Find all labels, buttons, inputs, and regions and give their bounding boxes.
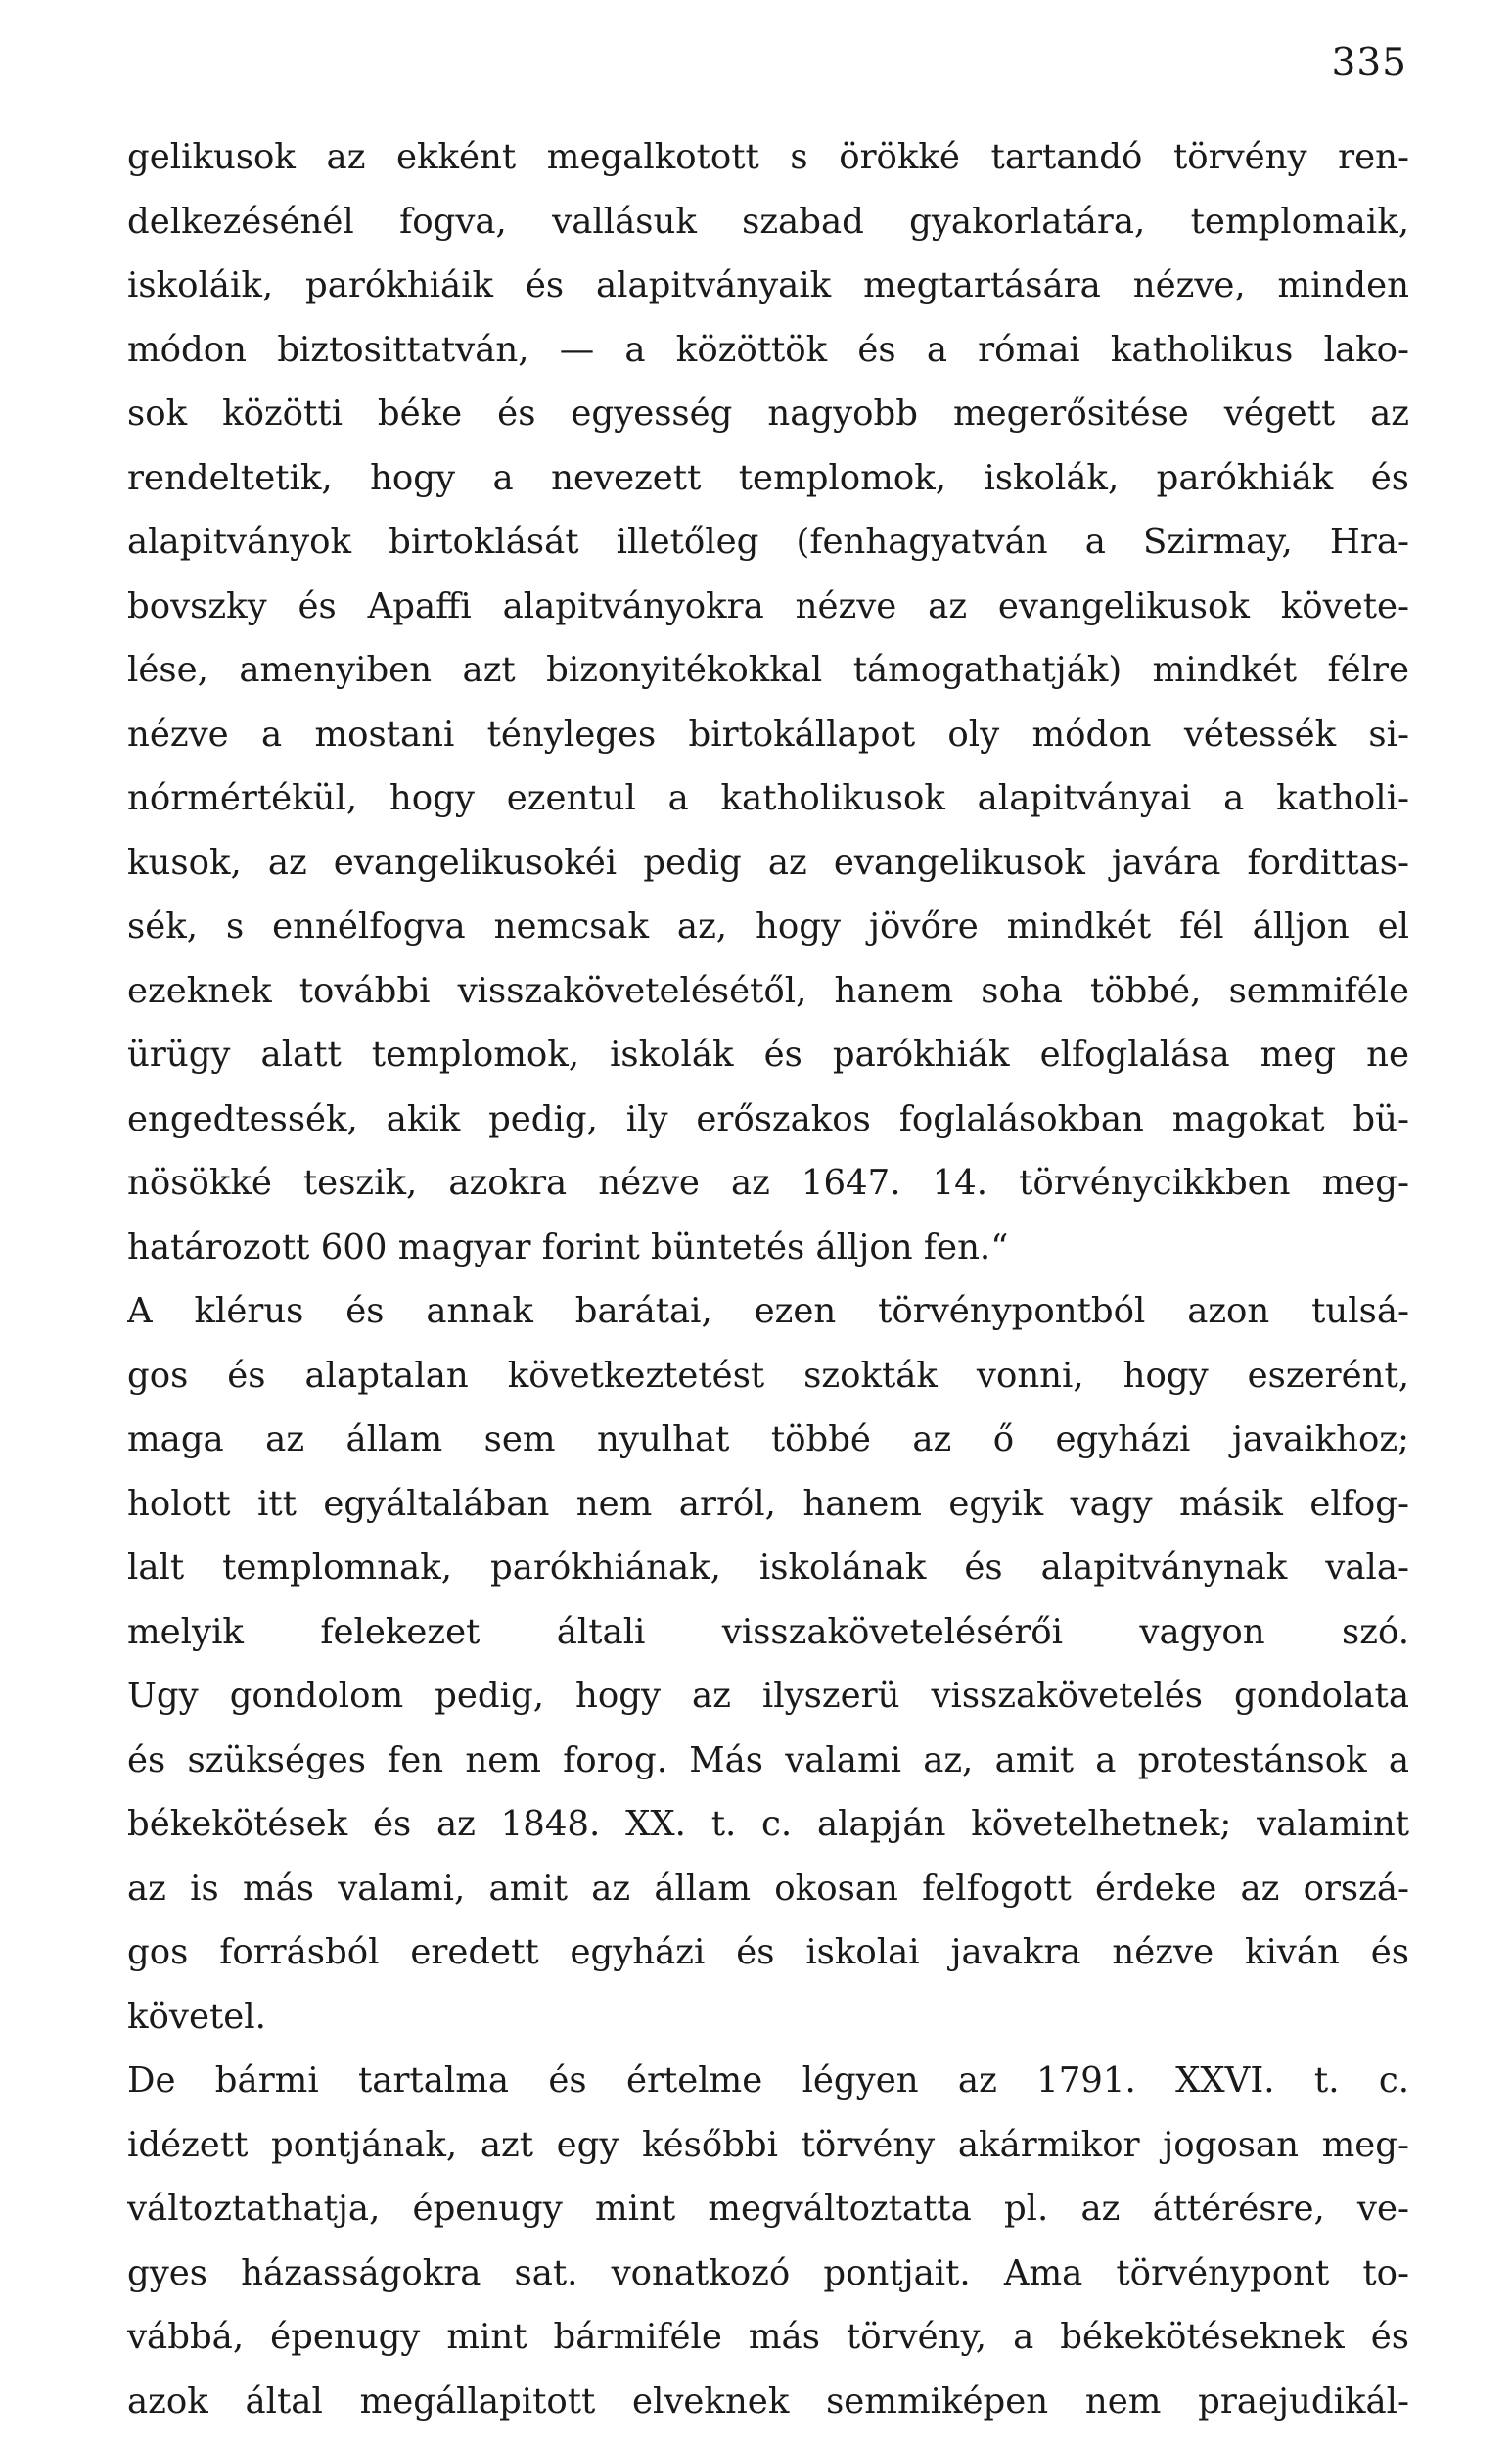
text-line: melyik felekezet általi visszakövetelésérői vagyon szó. (127, 1611, 1409, 1652)
text-line: azok által megállapitott elveknek semmiképen nem praejudikál- (127, 2380, 1409, 2422)
text-line: kusok, az evangelikusokéi pedig az evangelikusok javára fordittas- (127, 842, 1409, 883)
text-line: idézett pontjának, azt egy későbbi törvény akármikor jogosan meg- (127, 2124, 1409, 2165)
text-line: lése, amenyiben azt bizonyitékokkal támogathatják) mindkét félre (127, 650, 1409, 690)
text-line-paragraph-start: A klérus és annak barátai, ezen törvénypontból azon tulsá- (127, 1291, 1409, 1331)
text-line: delkezésénél fogva, vallásuk szabad gyakorlatára, templomaik, (127, 201, 1409, 242)
text-line-paragraph-end: határozott 600 magyar forint büntetés álljon fen.“ (127, 1226, 1009, 1268)
text-line: sok közötti béke és egyesség nagyobb megerősitése végett az (127, 393, 1409, 434)
text-line: bovszky és Apaffi alapitványokra nézve az evangelikusok követe- (127, 585, 1409, 626)
text-line: rendeltetik, hogy a nevezett templomok, iskolák, parókhiák és (127, 457, 1409, 498)
body-text (127, 125, 1409, 2433)
text-line: nösökké teszik, azokra nézve az 1647. 14. törvénycikkben meg- (127, 1163, 1409, 1203)
text-line: engedtessék, akik pedig, ily erőszakos foglalásokban magokat bü- (127, 1098, 1409, 1139)
text-line: holott itt egyáltalában nem arról, hanem egyik vagy másik elfog- (127, 1483, 1409, 1524)
text-line: nézve a mostani tényleges birtokállapot oly módon vétessék si- (127, 714, 1409, 755)
text-line: békekötések és az 1848. XX. t. c. alapján követelhetnek; valamint (127, 1804, 1409, 1844)
text-line-paragraph-end: követel. (127, 1996, 266, 2037)
text-line: gelikusok az ekként megalkotott s örökké tartandó törvény ren- (127, 137, 1409, 177)
text-line: iskoláik, parókhiáik és alapitványaik megtartására nézve, minden (127, 265, 1409, 305)
text-line: az is más valami, amit az állam okosan felfogott érdeke az orszá- (127, 1868, 1409, 1909)
text-line: gyes házasságokra sat. vonatkozó pontjait. Ama törvénypont to- (127, 2252, 1409, 2293)
text-line: vábbá, épenugy mint bármiféle más törvény, a békekötéseknek és (127, 2317, 1409, 2357)
text-line: gos és alaptalan következtetést szokták vonni, hogy eszerént, (127, 1355, 1409, 1396)
text-line: alapitványok birtoklását illetőleg (fenhagyatván a Szirmay, Hra- (127, 522, 1409, 562)
text-line: Ugy gondolom pedig, hogy az ilyszerü visszakövetelés gondolata (127, 1676, 1409, 1716)
text-line: ezeknek további visszakövetelésétől, hanem soha többé, semmiféle (127, 970, 1409, 1011)
text-line: változtathatja, épenugy mint megváltoztatta pl. az áttérésre, ve- (127, 2189, 1409, 2229)
text-line: módon biztosittatván, — a közöttök és a római katholikus lako- (127, 329, 1409, 370)
text-line: lalt templomnak, parókhiának, iskolának és alapitványnak vala- (127, 1547, 1409, 1588)
text-line: sék, s ennélfogva nemcsak az, hogy jövőre mindkét fél álljon el (127, 906, 1409, 946)
text-line: maga az állam sem nyulhat többé az ő egyházi javaikhoz; (127, 1419, 1409, 1459)
text-line: és szükséges fen nem forog. Más valami az, amit a protestánsok a (127, 1739, 1409, 1780)
text-line-paragraph-start: De bármi tartalma és értelme légyen az 1791. XXVI. t. c. (127, 2060, 1409, 2101)
page-number: 335 (1331, 41, 1407, 85)
text-line: ürügy alatt templomok, iskolák és parókhiák elfoglalása meg ne (127, 1035, 1409, 1075)
text-line: gos forrásból eredett egyházi és iskolai javakra nézve kiván és (127, 1932, 1409, 1972)
text-line: nórmértékül, hogy ezentul a katholikusok alapitványai a katholi- (127, 778, 1409, 818)
